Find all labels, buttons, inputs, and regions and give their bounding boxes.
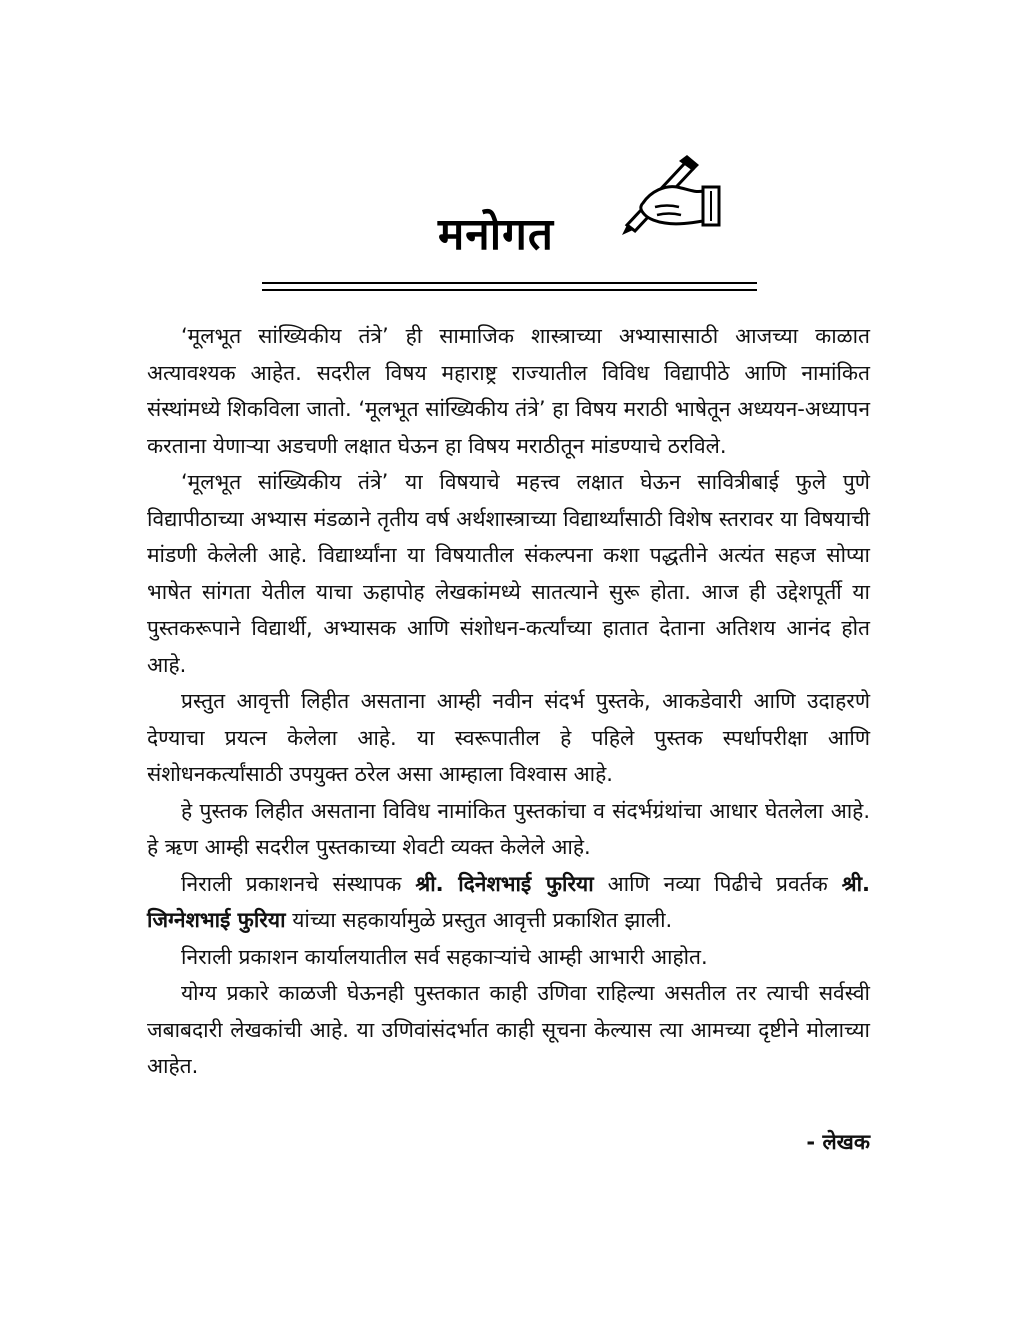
paragraph-5-post: यांच्या सहकार्यामुळे प्रस्तुत आवृत्ती प्रकाशित झाली.: [285, 908, 673, 932]
paragraph-2: ‘मूलभूत सांख्यिकीय तंत्रे’ या विषयाचे महत्त्व लक्षात घेऊन सावित्रीबाई फुले पुणे विद्यापीठाच्या अभ्यास मंडळाने तृतीय वर्ष अर्थशास्त्राच्या विद्यार्थ्यांसाठी विशेष स्तरावर या विषयाची मांडणी केलेली आहे. विद्यार्थ्यांना या विषयातील संकल्पना कशा पद्धतीने अत्यंत सहज सोप्या भाषेत सांगता येतील याचा ऊहापोह लेखकांमध्ये सातत्याने सुरू होता. आज ही उद्देशपूर्ती या पुस्तकरूपाने विद्यार्थी, अभ्यासक आणि संशोधन-कर्त्यांच्या हातात देताना अतिशय आनंद होत आहे.: [147, 470, 870, 677]
paragraph-6: निराली प्रकाशन कार्यालयातील सर्व सहकाऱ्यांचे आम्ही आभारी आहोत.: [181, 944, 708, 969]
paragraph-5: [147, 866, 870, 939]
founder-name: श्री. दिनेशभाई फुरिया: [415, 871, 594, 896]
title-underline-top: [262, 282, 757, 284]
paragraph-1: ‘मूलभूत सांख्यिकीय तंत्रे’ ही सामाजिक शास्त्राच्या अभ्यासासाठी आजच्या काळात अत्यावश्यक आहेत. सदरील विषय महाराष्ट्र राज्यातील विविध विद्यापीठे आणि नामांकित संस्थांमध्ये शिकविला जातो. ‘मूलभूत सांख्यिकीय तंत्रे’ हा विषय मराठी भाषेतून अध्ययन-अध्यापन करताना येणाऱ्या अडचणी लक्षात घेऊन हा विषय मराठीतून मांडण्याचे ठरविले.: [147, 324, 870, 458]
preface-body: [147, 318, 870, 1085]
page-title: मनोगत: [438, 209, 554, 260]
paragraph-7: योग्य प्रकारे काळजी घेऊनही पुस्तकात काही उणिवा राहिल्या असतील तर त्याची सर्वस्वी जबाबदारी लेखकांची आहे. या उणिवांसंदर्भात काही सूचना केल्यास त्या आमच्या दृष्टीने मोलाच्या आहेत.: [147, 981, 870, 1078]
title-underline-bottom: [262, 289, 757, 291]
paragraph-4: हे पुस्तक लिहीत असताना विविध नामांकित पुस्तकांचा व संदर्भग्रंथांचा आधार घेतलेला आहे. हे ऋण आम्ही सदरील पुस्तकाच्या शेवटी व्यक्त केलेले आहे.: [147, 798, 870, 859]
pen-in-hand-icon: [615, 155, 725, 235]
author-signature: - लेखक: [806, 1130, 870, 1154]
preface-heading: [430, 155, 730, 265]
paragraph-3: प्रस्तुत आवृत्ती लिहीत असताना आम्ही नवीन संदर्भ पुस्तके, आकडेवारी आणि उदाहरणे देण्याचा प्रयत्न केलेला आहे. या स्वरूपातील हे पहिले पुस्तक स्पर्धापरीक्षा आणि संशोधनकर्त्यांसाठी उपयुक्त ठरेल असा आम्हाला विश्वास आहे.: [147, 689, 870, 786]
paragraph-5-pre: निराली प्रकाशनचे संस्थापक: [181, 871, 416, 896]
promoter-name: श्री. जिग्नेशभाई फुरिया: [147, 871, 870, 932]
paragraph-5-mid: आणि नव्या पिढीचे प्रवर्तक: [593, 871, 842, 896]
